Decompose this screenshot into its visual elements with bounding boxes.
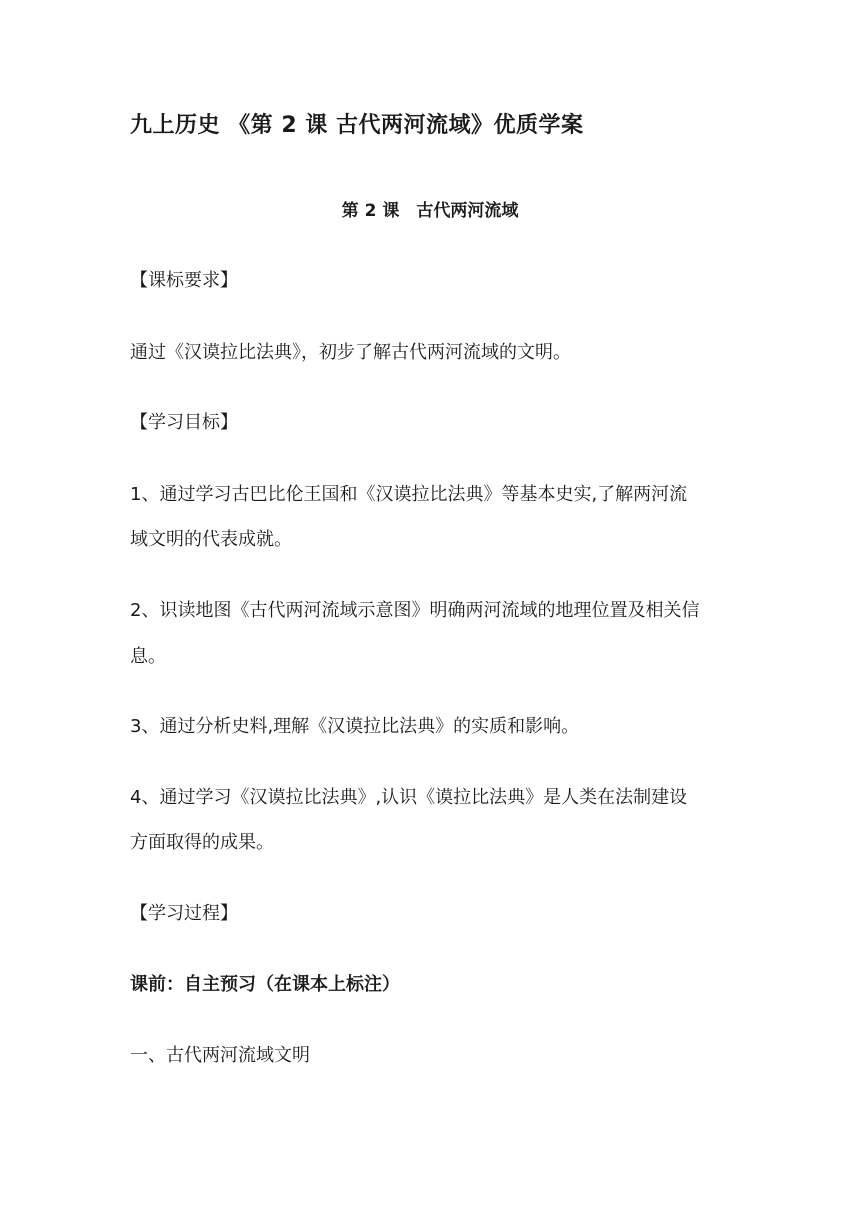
preview-heading: 课前：自主预习（在课本上标注） bbox=[130, 974, 400, 995]
lesson-title: 第 2 课 古代两河流域 bbox=[341, 201, 519, 221]
goal-3-line-1: 3、通过分析史料,理解《汉谟拉比法典》的实质和影响。 bbox=[130, 716, 580, 737]
goal-1-line-2: 域文明的代表成就。 bbox=[130, 529, 292, 550]
section-goals-heading: 【学习目标】 bbox=[130, 412, 238, 433]
goal-2-line-2: 息。 bbox=[130, 646, 166, 667]
section-process-heading: 【学习过程】 bbox=[130, 903, 238, 924]
section-standards-heading: 【课标要求】 bbox=[130, 270, 238, 291]
standards-text: 通过《汉谟拉比法典》，初步了解古代两河流域的文明。 bbox=[130, 342, 571, 363]
goal-1-line-1: 1、通过学习古巴比伦王国和《汉谟拉比法典》等基本史实,了解两河流 bbox=[130, 484, 688, 505]
goal-4-line-2: 方面取得的成果。 bbox=[130, 832, 274, 853]
document-title: 九上历史 《第 2 课 古代两河流域》优质学案 bbox=[130, 113, 584, 138]
goal-2-line-1: 2、识读地图《古代两河流域示意图》明确两河流域的地理位置及相关信 bbox=[130, 600, 700, 621]
goal-4-line-1: 4、通过学习《汉谟拉比法典》,认识《谟拉比法典》是人类在法制建设 bbox=[130, 787, 688, 808]
part-one-heading: 一、古代两河流域文明 bbox=[130, 1045, 310, 1066]
